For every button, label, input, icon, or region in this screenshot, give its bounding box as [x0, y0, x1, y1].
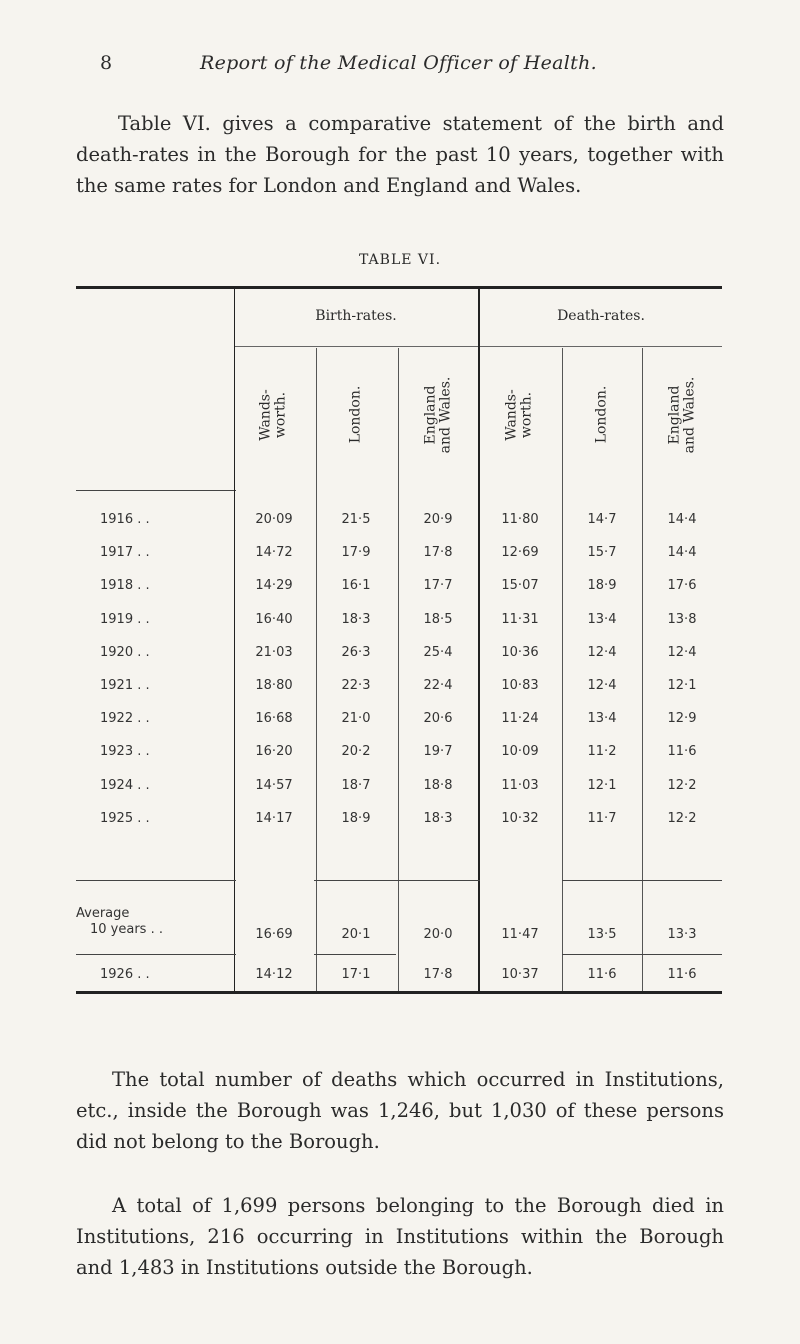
table-cell: 18·5 [423, 612, 453, 627]
page-number: 8 [100, 52, 113, 74]
table-top-rule [76, 286, 722, 289]
table-cell: 18·3 [341, 612, 371, 627]
subcolumn-divider [398, 348, 399, 991]
deaths-institutions-paragraph: The total number of deaths which occurred in Institutions, etc., inside the Borough was 1,246, but 1,030 of these persons did not belong to the Borough. [76, 1068, 724, 1153]
table-cell: 16·68 [255, 711, 293, 726]
table-cell: 10·09 [501, 744, 539, 759]
death-sub-rule [480, 346, 722, 347]
table-cell: 14·72 [255, 545, 293, 560]
table-cell: 10·36 [501, 645, 539, 660]
table-cell: 12·69 [501, 545, 539, 560]
table-cell: 12·9 [667, 711, 697, 726]
average-label-line2: 10 years . . [90, 922, 163, 937]
year-label: 1919 . . [100, 612, 150, 627]
year-label: 1916 . . [100, 512, 150, 527]
table-cell: 17·7 [423, 578, 453, 593]
table-cell: 16·69 [255, 927, 293, 942]
table-cell: 11·31 [501, 612, 539, 627]
table-cell: 10·32 [501, 811, 539, 826]
table-bottom-rule [76, 991, 722, 994]
table-cell: 20·6 [423, 711, 453, 726]
table-cell: 11·2 [587, 744, 617, 759]
table-cell: 15·07 [501, 578, 539, 593]
running-title: Report of the Medical Officer of Health. [200, 52, 597, 74]
intro-paragraph: Table VI. gives a comparative statement of the birth and death-rates in the Borough for the past 10 years, together with the same rates for London and England and Wales. [76, 112, 724, 197]
table-cell: 14·7 [587, 512, 617, 527]
subcolumn-divider [562, 348, 563, 991]
year-label: 1922 . . [100, 711, 150, 726]
table-cell: 12·2 [667, 778, 697, 793]
table-cell: 12·4 [667, 645, 697, 660]
table-cell: 25·4 [423, 645, 453, 660]
table-cell: 11·80 [501, 512, 539, 527]
table-cell: 16·20 [255, 744, 293, 759]
col-head-text: London. [347, 385, 364, 444]
table-cell: 11·7 [587, 811, 617, 826]
table-cell: 14·4 [667, 545, 697, 560]
year-label: 1917 . . [100, 545, 150, 560]
table-cell: 17·1 [341, 967, 371, 982]
table-cell: 17·8 [423, 545, 453, 560]
year-label: 1920 . . [100, 645, 150, 660]
table-cell: 14·12 [255, 967, 293, 982]
table-title: TABLE VI. [358, 252, 442, 268]
table-cell: 13·4 [587, 612, 617, 627]
row-rule [314, 880, 396, 881]
table-cell: 18·8 [423, 778, 453, 793]
row-rule [642, 880, 722, 881]
col-head-text: Wands- worth. [257, 388, 289, 441]
table-cell: 19·7 [423, 744, 453, 759]
col-head-text: Wands- worth. [503, 388, 535, 441]
birth-rates-header: Birth-rates. [315, 308, 397, 324]
table-cell: 20·2 [341, 744, 371, 759]
table-cell: 13·3 [667, 927, 697, 942]
table-cell: 11·6 [667, 744, 697, 759]
table-cell: 16·40 [255, 612, 293, 627]
table-cell: 13·4 [587, 711, 617, 726]
col-head-death-london [562, 352, 642, 477]
birth-sub-rule [234, 346, 478, 347]
table-cell: 13·8 [667, 612, 697, 627]
table-cell: 21·0 [341, 711, 371, 726]
table-cell: 16·1 [341, 578, 371, 593]
table-cell: 15·7 [587, 545, 617, 560]
row-rule [562, 880, 644, 881]
table-cell: 18·3 [423, 811, 453, 826]
table-cell: 17·8 [423, 967, 453, 982]
year-label: 1926 . . [100, 967, 150, 982]
table-cell: 11·6 [587, 967, 617, 982]
table-cell: 11·03 [501, 778, 539, 793]
column-divider [478, 289, 480, 991]
table-cell: 12·1 [587, 778, 617, 793]
table-cell: 14·4 [667, 512, 697, 527]
table-cell: 11·24 [501, 711, 539, 726]
table-cell: 14·29 [255, 578, 293, 593]
year-label: 1924 . . [100, 778, 150, 793]
table-cell: 21·03 [255, 645, 293, 660]
table-cell: 22·3 [341, 678, 371, 693]
total-persons-paragraph: A total of 1,699 persons belonging to the Borough died in Institutions, 216 occurring in Institutions within the Borough and 1,483 in Institutions outside the Borough. [76, 1194, 724, 1279]
table-cell: 12·2 [667, 811, 697, 826]
table-cell: 20·9 [423, 512, 453, 527]
row-rule [396, 880, 480, 881]
table-cell: 10·37 [501, 967, 539, 982]
table-cell: 17·6 [667, 578, 697, 593]
col-head-birth-wandsworth [234, 352, 314, 477]
table-cell: 14·57 [255, 778, 293, 793]
average-label-line1: Average [76, 906, 130, 921]
table-cell: 14·17 [255, 811, 293, 826]
subcolumn-divider [642, 348, 643, 991]
table-cell: 11·6 [667, 967, 697, 982]
table-cell: 11·47 [501, 927, 539, 942]
row-rule [562, 954, 644, 955]
row-rule [76, 880, 236, 881]
col-head-text: London. [593, 385, 610, 444]
subcolumn-divider [316, 348, 317, 991]
rates-table [76, 286, 722, 996]
table-cell: 12·1 [667, 678, 697, 693]
table-cell: 21·5 [341, 512, 371, 527]
year-label: 1923 . . [100, 744, 150, 759]
col-head-text: England and Wales. [421, 376, 453, 453]
table-cell: 20·09 [255, 512, 293, 527]
year-label: 1918 . . [100, 578, 150, 593]
column-divider [234, 289, 235, 991]
table-cell: 10·83 [501, 678, 539, 693]
header-bottom-rule [76, 490, 236, 491]
table-cell: 20·1 [341, 927, 371, 942]
table-cell: 18·7 [341, 778, 371, 793]
col-head-birth-england [398, 352, 478, 477]
row-rule [642, 954, 722, 955]
row-rule [314, 954, 396, 955]
col-head-death-england [642, 352, 722, 477]
death-rates-header: Death-rates. [557, 308, 645, 324]
table-cell: 20·0 [423, 927, 453, 942]
col-head-death-wandsworth [480, 352, 560, 477]
table-cell: 13·5 [587, 927, 617, 942]
row-rule [76, 954, 236, 955]
table-cell: 18·9 [587, 578, 617, 593]
table-cell: 12·4 [587, 678, 617, 693]
average-label [76, 906, 163, 938]
table-cell: 17·9 [341, 545, 371, 560]
table-cell: 12·4 [587, 645, 617, 660]
year-label: 1925 . . [100, 811, 150, 826]
table-cell: 22·4 [423, 678, 453, 693]
page-header [0, 52, 800, 82]
year-label: 1921 . . [100, 678, 150, 693]
col-head-birth-london [316, 352, 396, 477]
table-cell: 26·3 [341, 645, 371, 660]
table-cell: 18·80 [255, 678, 293, 693]
table-cell: 18·9 [341, 811, 371, 826]
col-head-text: England and Wales. [665, 376, 697, 453]
